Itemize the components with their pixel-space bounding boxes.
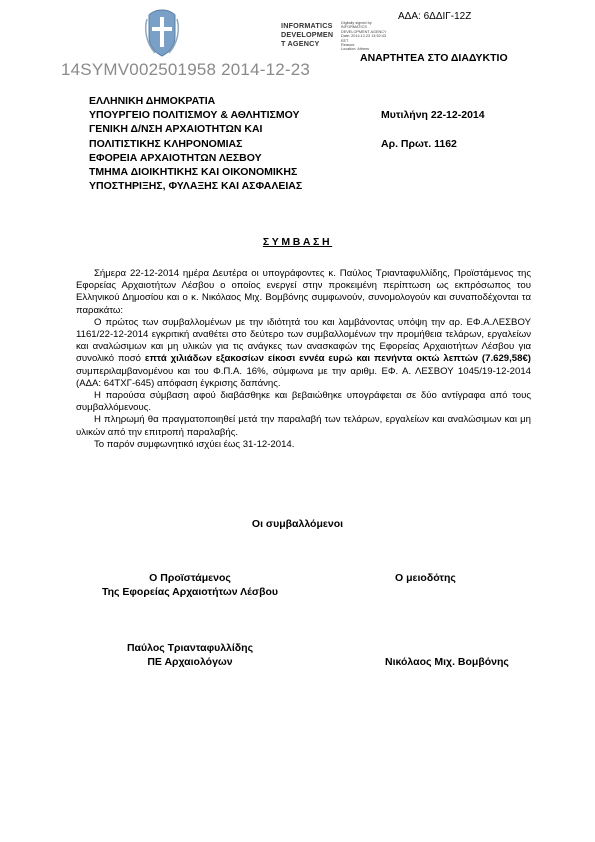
- issuer-line: ΓΕΝΙΚΗ Δ/ΝΣΗ ΑΡΧΑΙΟΤΗΤΩΝ ΚΑΙ: [89, 123, 263, 136]
- paragraph-assignment: [76, 317, 531, 390]
- left-title-line: Ο Προϊστάμενος: [149, 572, 231, 584]
- digital-signature-meta: [341, 21, 387, 52]
- assignment-text-end: συμπεριλαμβανομένου και του Φ.Π.Α. 16%, σύμφωνα με την αριθμ. ΕΦ. Α. ΛΕΣΒΟΥ 1045/19-12-2014 (ΑΔΑ: 64ΤΧΓ-645) απόφαση έγκρισης δαπάνης.: [76, 365, 531, 389]
- logo-line: T AGENCY: [281, 39, 320, 48]
- left-name-line: Παύλος Τριανταφυλλίδης: [126, 642, 254, 654]
- meta-line: EET: [341, 38, 349, 43]
- contract-body: [76, 268, 531, 451]
- amount-bold: επτά χιλιάδων εξακοσίων είκοσι εννέα ευρώ και πενήντα οκτώ λεπτών (7.629,58€): [144, 353, 532, 365]
- logo-line: INFORMATICS: [281, 21, 333, 30]
- logo-line: DEVELOPMEN: [281, 30, 334, 39]
- paragraph-copies: Η παρούσα σύμβαση αφού διαβάσθηκε και βεβαιώθηκε υπογράφεται σε δύο αντίγραφα από τους συμβαλλόμενους.: [76, 390, 531, 414]
- issuer-line: ΥΠΟΥΡΓΕΙΟ ΠΟΛΙΤΙΣΜΟΥ & ΑΘΛΗΤΙΣΜΟΥ: [89, 109, 300, 122]
- meta-line: Reason:: [341, 43, 356, 48]
- document-title: [0, 236, 595, 248]
- issuer-line: ΠΟΛΙΤΙΣΤΙΚΗΣ ΚΛΗΡΟΝΟΜΙΑΣ: [89, 137, 243, 150]
- title-text: ΣΥΜΒΑΣΗ: [262, 236, 333, 248]
- issuer-line: ΤΜΗΜΑ ΔΙΟΙΚΗΤΙΚΗΣ ΚΑΙ ΟΙΚΟΝΟΜΙΚΗΣ: [89, 166, 298, 179]
- meta-line: INFORMATICS: [341, 25, 367, 30]
- issuer-line: ΕΛΛΗΝΙΚΗ ΔΗΜΟΚΡΑΤΙΑ: [89, 95, 216, 107]
- posted-online-label: ΑΝΑΡΤΗΤΕΑ ΣΤΟ ΔΙΑΔΥΚΤΙΟ: [360, 52, 508, 64]
- informatics-agency-logo: [281, 21, 333, 48]
- issuer-block: [89, 94, 302, 193]
- signature-left-title: [80, 571, 300, 599]
- meta-line: Digitally signed by: [341, 21, 372, 25]
- parties-heading: Οι συμβαλλόμενοι: [251, 518, 344, 530]
- document-id-stamp: 14SYMV002501958 2014-12-23: [61, 60, 311, 79]
- paragraph-validity: Το παρόν συμφωνητικό ισχύει έως 31-12-2014.: [94, 438, 295, 450]
- greek-emblem-icon: [143, 7, 181, 59]
- paragraph-payment: Η πληρωμή θα πραγματοποιηθεί μετά την παραλαβή των τελάρων, εργαλείων και αναλώσιμων και μη υλικών από την επιτροπή παραλαβής.: [76, 414, 531, 438]
- left-title-line: Της Εφορείας Αρχαιοτήτων Λέσβου: [101, 586, 279, 598]
- issuer-line: ΕΦΟΡΕΙΑ ΑΡΧΑΙΟΤΗΤΩΝ ΛΕΣΒΟΥ: [89, 151, 262, 164]
- ada-code: ΑΔΑ: 6ΔΔΙΓ-12Ζ: [398, 11, 472, 22]
- assignment-text: Ο πρώτος των συμβαλλομένων με την ιδιότητά του και λαμβάνοντας υπόψη την αρ. ΕΦ.Α.ΛΕΣΒΟΥ 1161/22-12-2014 εγκριτική αναθέτει στο δεύτερο των συμβαλλομένων την προμήθεια τελάρων, εργαλείων και αναλώσιμων και μη υλικών για τις ανάγκες των ανασκαφών της Εφορείας Αρχαιοτήτων Λέσβου για συνολικό ποσό: [76, 316, 531, 365]
- issuer-line: ΥΠΟΣΤΗΡΙΞΗΣ, ΦΥΛΑΞΗΣ ΚΑΙ ΑΣΦΑΛΕΙΑΣ: [89, 180, 303, 193]
- meta-line: DEVELOPMENT AGENCY: [341, 29, 387, 34]
- signature-right-name: Νικόλαος Μιχ. Βομβόνης: [385, 656, 509, 668]
- meta-line: Location: Athens: [341, 47, 370, 52]
- place-date: Μυτιλήνη 22-12-2014: [381, 109, 485, 121]
- meta-line: Date: 2014.12.23 13:52:43: [341, 34, 386, 39]
- paragraph-intro: Σήμερα 22-12-2014 ημέρα Δευτέρα οι υπογράφοντες κ. Παύλος Τριανταφυλλίδης, Προϊστάμενος της Εφορείας Αρχαιοτήτων Λέσβου ο οποίος ενεργεί στην προκειμένη περίπτωση ως εκπρόσωπος του Ελληνικού Δημοσίου και ο κ. Νικόλαος Μιχ. Βομβόνης συμφωνούν, συνομολογούν και συναποδέχονται τα παρακάτω:: [76, 268, 531, 316]
- signature-left-name: [80, 641, 300, 669]
- protocol-number: Αρ. Πρωτ. 1162: [381, 138, 457, 150]
- signature-right-title: Ο μειοδότης: [395, 572, 456, 584]
- left-name-line: ΠΕ Αρχαιολόγων: [147, 656, 233, 668]
